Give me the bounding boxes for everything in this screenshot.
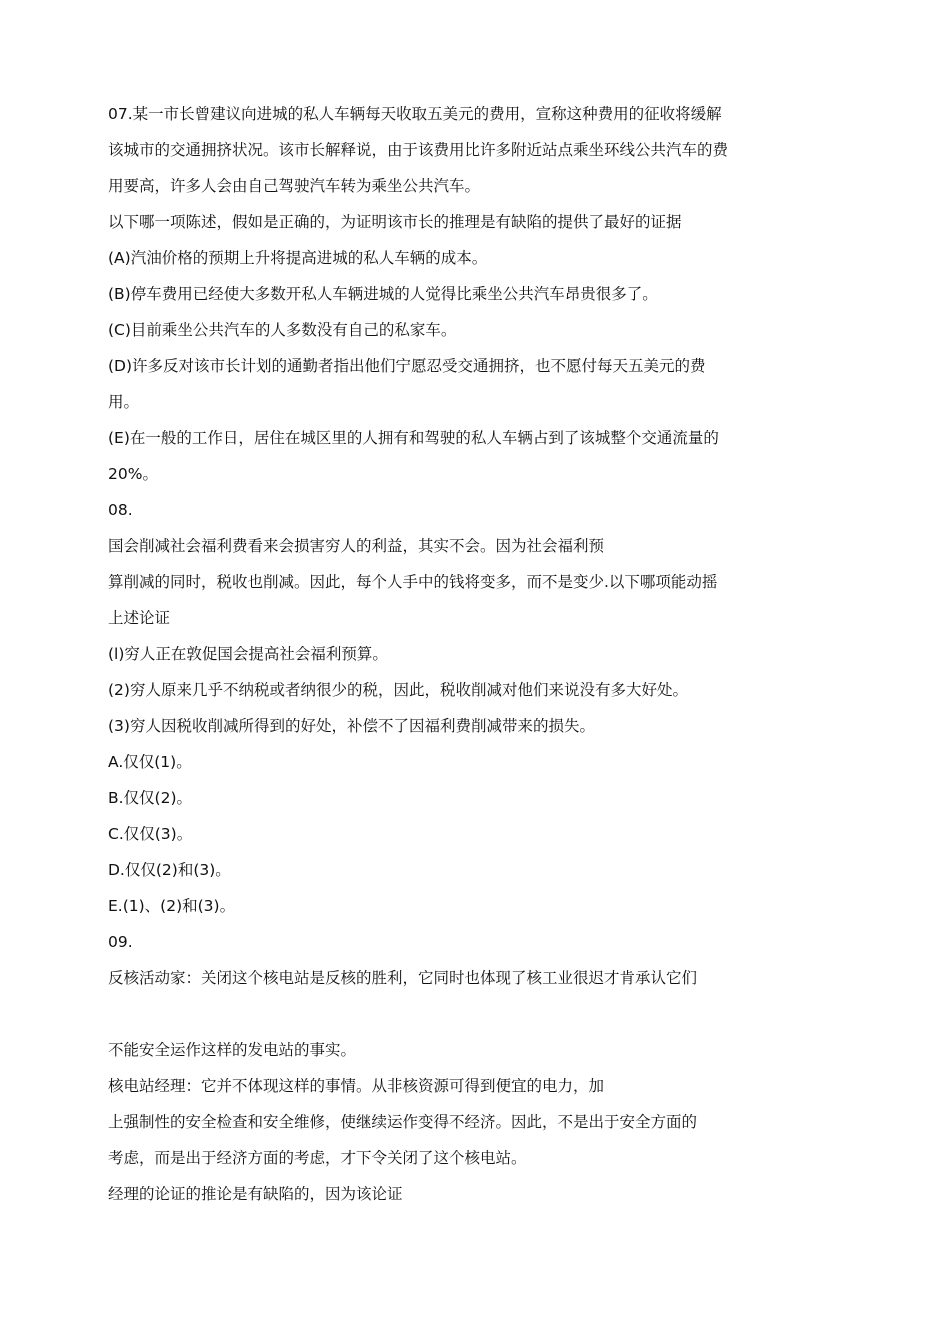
question-07-option-b: (B)停车费用已经使大多数开私人车辆进城的人觉得比乘坐公共汽车昂贵很多了。 [108,285,658,303]
question-08-option-c: C.仅仅(3)。 [108,825,193,843]
question-07-option-d: (D)许多反对该市长计划的通勤者指出他们宁愿忍受交通拥挤，也不愿付每天五美元的费 [108,357,706,375]
question-07-stem-line-3: 用要高，许多人会由自己驾驶汽车转为乘坐公共汽车。 [108,177,481,195]
page-break-gap [108,996,808,1032]
question-08 [108,492,808,924]
question-08-stem-line-1: 国会削减社会福利费看来会损害穷人的利益，其实不会。因为社会福利预 [108,537,605,555]
question-08-option-a: A.仅仅(1)。 [108,753,192,771]
question-07-option-a: (A)汽油价格的预期上升将提高进城的私人车辆的成本。 [108,249,488,267]
question-08-statement-2: (2)穷人原来几乎不纳税或者纳很少的税，因此，税收削减对他们来说没有多大好处。 [108,681,688,699]
question-09-stem-line-3: 核电站经理：它并不体现这样的事情。从非核资源可得到便宜的电力，加 [108,1077,605,1095]
document-body [108,96,808,1212]
question-09-stem-line-1: 反核活动家：关闭这个核电站是反核的胜利，它同时也体现了核工业很迟才肯承认它们 [108,969,698,987]
question-08-stem-line-2: 算削减的同时，税收也削减。因此，每个人手中的钱将变多，而不是变少.以下哪项能动摇 [108,573,718,591]
question-07-prompt: 以下哪一项陈述，假如是正确的，为证明该市长的推理是有缺陷的提供了最好的证据 [108,213,682,231]
question-09-number: 09. [108,933,133,951]
question-08-statement-1: (l)穷人正在敦促国会提高社会福利预算。 [108,645,388,663]
question-07-option-e: (E)在一般的工作日，居住在城区里的人拥有和驾驶的私人车辆占到了该城整个交通流量的 [108,429,719,447]
question-09-stem-line-5: 考虑，而是出于经济方面的考虑，才下令关闭了这个核电站。 [108,1149,527,1167]
question-08-stem-line-3: 上述论证 [108,609,171,627]
question-07 [108,96,808,492]
question-07-stem-line-2: 该城市的交通拥挤状况。该市长解释说，由于该费用比许多附近站点乘坐环线公共汽车的费 [108,141,729,159]
question-07-stem-line-1: 07.某一市长曾建议向进城的私人车辆每天收取五美元的费用，宣称这种费用的征收将缓解 [108,105,722,123]
question-09-prompt: 经理的论证的推论是有缺陷的，因为该论证 [108,1185,403,1203]
question-08-option-d: D.仅仅(2)和(3)。 [108,861,231,879]
question-09-stem-line-4: 上强制性的安全检查和安全维修，使继续运作变得不经济。因此，不是出于安全方面的 [108,1113,698,1131]
question-07-option-c: (C)目前乘坐公共汽车的人多数没有自己的私家车。 [108,321,457,339]
question-08-statement-3: (3)穷人因税收削减所得到的好处，补偿不了因福利费削减带来的损失。 [108,717,595,735]
question-07-option-d-cont: 用。 [108,393,140,411]
question-09 [108,924,808,1212]
question-09-stem-line-2: 不能安全运作这样的发电站的事实。 [108,1041,357,1059]
question-08-option-e: E.(1)、(2)和(3)。 [108,897,236,915]
question-07-option-e-cont: 20%。 [108,465,158,483]
question-08-number: 08. [108,501,133,519]
question-08-option-b: B.仅仅(2)。 [108,789,193,807]
